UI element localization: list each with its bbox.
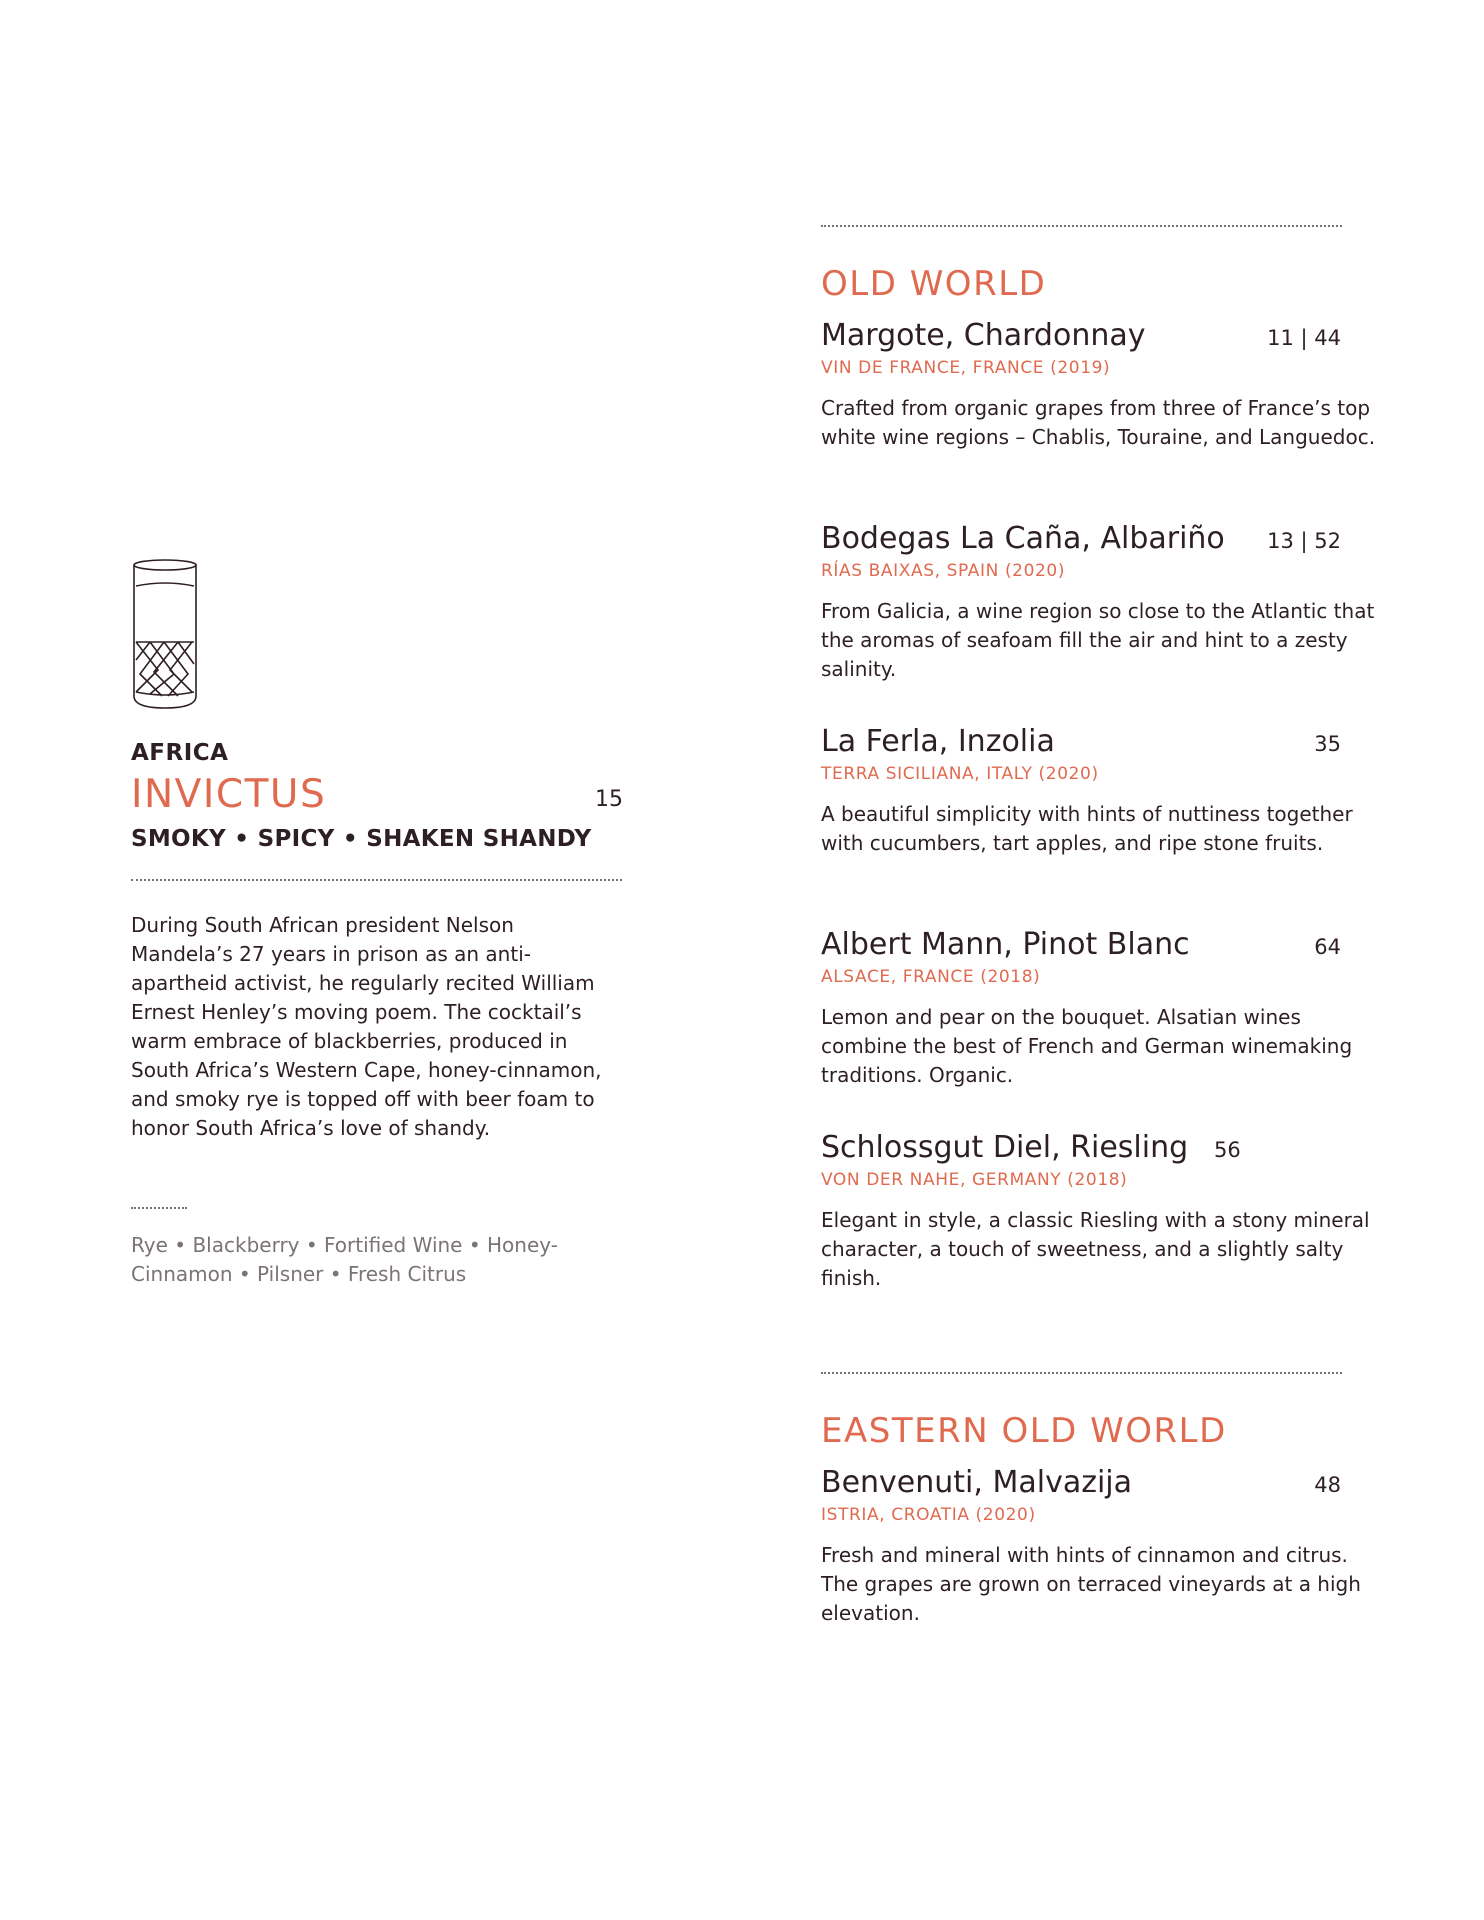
wine-price: 56 xyxy=(1214,1138,1241,1162)
wine-name: Benvenuti, Malvazija xyxy=(821,1465,1133,1500)
wine-name: La Ferla, Inzolia xyxy=(821,724,1055,759)
wine-description: Elegant in style, a classic Riesling with a stony mineral character, a touch of sweetness, and a slightly salty finish. xyxy=(821,1208,1370,1290)
wine-description: Fresh and mineral with hints of cinnamon and citrus. The grapes are grown on terraced vineyards at a high elevation. xyxy=(821,1543,1361,1625)
wine-description: From Galicia, a wine region so close to the Atlantic that the aromas of seafoam fill the air and hint to a zesty salinity. xyxy=(821,599,1375,681)
cocktail-price: 15 xyxy=(595,787,623,812)
wine-origin: ISTRIA, CROATIA (2020) xyxy=(821,1505,1036,1525)
wine-name: Margote, Chardonnay xyxy=(821,318,1146,353)
wine-price: 64 xyxy=(1314,935,1341,959)
section-title-old-world: OLD WORLD xyxy=(821,264,1047,304)
wine-origin: ALSACE, FRANCE (2018) xyxy=(821,967,1041,987)
wine-price: 13 | 52 xyxy=(1267,529,1341,553)
section-title-eastern-old-world: EASTERN OLD WORLD xyxy=(821,1411,1227,1451)
dotted-divider xyxy=(821,225,1342,227)
dotted-divider xyxy=(131,879,622,881)
wine-description: Lemon and pear on the bouquet. Alsatian wines combine the best of French and German winemaking traditions. Organic. xyxy=(821,1005,1353,1087)
wine-origin: RÍAS BAIXAS, SPAIN (2020) xyxy=(821,561,1066,581)
wine-description: A beautiful simplicity with hints of nuttiness together with cucumbers, tart apples, and ripe stone fruits. xyxy=(821,802,1353,855)
cocktail-tasting-notes: SMOKY • SPICY • SHAKEN SHANDY xyxy=(131,826,592,852)
wine-description: Crafted from organic grapes from three of France’s top white wine regions – Chablis, Touraine, and Languedoc. xyxy=(821,396,1376,449)
wine-name: Schlossgut Diel, Riesling xyxy=(821,1130,1189,1165)
highball-glass-icon xyxy=(130,558,200,710)
cocktail-name: INVICTUS xyxy=(131,772,327,817)
dotted-divider xyxy=(821,1372,1342,1374)
cocktail-description: During South African president Nelson Mandela’s 27 years in prison as an anti-apartheid activist, he regularly recited William Ernest Henley’s moving poem. The cocktail’s warm embrace of blackberries, produced in South Africa’s Western Cape, honey-cinnamon, and smoky rye is topped off with beer foam to honor South Africa’s love of shandy. xyxy=(131,913,602,1140)
wine-name: Albert Mann, Pinot Blanc xyxy=(821,927,1190,962)
wine-origin: VON DER NAHE, GERMANY (2018) xyxy=(821,1170,1128,1190)
wine-origin: VIN DE FRANCE, FRANCE (2019) xyxy=(821,358,1111,378)
wine-price: 11 | 44 xyxy=(1267,326,1341,350)
cocktail-ingredients: Rye • Blackberry • Fortified Wine • Honey-Cinnamon • Pilsner • Fresh Citrus xyxy=(131,1233,558,1286)
wine-origin: TERRA SICILIANA, ITALY (2020) xyxy=(821,764,1099,784)
cocktail-region: AFRICA xyxy=(131,740,229,766)
wine-name: Bodegas La Caña, Albariño xyxy=(821,521,1225,556)
wine-price: 35 xyxy=(1314,732,1341,756)
wine-price: 48 xyxy=(1314,1473,1341,1497)
dotted-divider-short xyxy=(131,1207,187,1209)
